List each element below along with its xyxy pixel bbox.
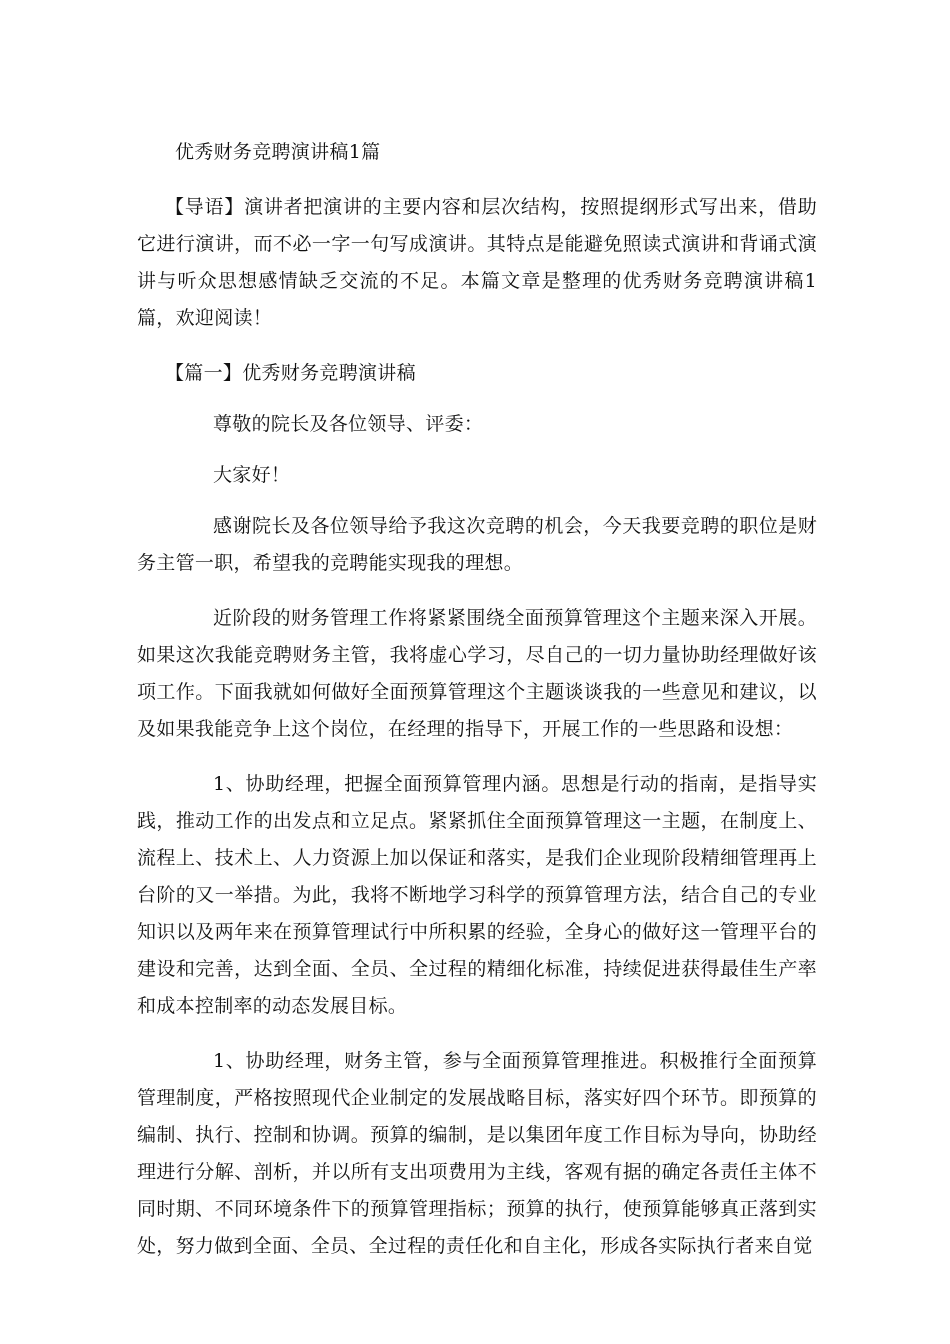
salutation: 尊敬的院长及各位领导、评委： (213, 413, 484, 435)
document-title: 优秀财务竞聘演讲稿1篇 (175, 141, 381, 163)
intro-paragraph: 【导语】演讲者把演讲的主要内容和层次结构，按照提纲形式写出来，借助它进行演讲，而不必一字一句写成演讲。其特点是能避免照读式演讲和背诵式演讲与听众思想感情缺乏交流的不足。本篇文章是整理的优秀财务竞聘演讲稿1篇，欢迎阅读！ (137, 196, 817, 329)
greeting: 大家好！ (213, 464, 291, 486)
body-paragraph-point-2: 1、协助经理，财务主管，参与全面预算管理推进。积极推行全面预算管理制度，严格按照现代企业制定的发展战略目标，落实好四个环节。即预算的编制、执行、控制和协调。预算的编制，是以集团年度工作目标为导向，协助经理进行分解、剖析，并以所有支出项费用为主线，客观有据的确定各责任主体不同时期、不同环境条件下的预算管理指标；预算的执行，使预算能够真正落到实处，努力做到全面、全员、全过程的责任化和自主化，形成各实际执行者来自觉 (137, 1050, 817, 1257)
body-paragraph-point-1: 1、协助经理，把握全面预算管理内涵。思想是行动的指南，是指导实践，推动工作的出发点和立足点。紧紧抓住全面预算管理这一主题，在制度上、流程上、技术上、人力资源上加以保证和落实，是我们企业现阶段精细管理再上台阶的又一举措。为此，我将不断地学习科学的预算管理方法，结合自己的专业知识以及两年来在预算管理试行中所积累的经验，全身心的做好这一管理平台的建设和完善，达到全面、全员、全过程的精细化标准，持续促进获得最佳生产率和成本控制率的动态发展目标。 (137, 773, 817, 1017)
document-page (137, 134, 817, 1265)
body-paragraph-thanks: 感谢院长及各位领导给予我这次竞聘的机会，今天我要竞聘的职位是财务主管一职，希望我的竞聘能实现我的理想。 (137, 515, 817, 574)
section-heading: 【篇一】优秀财务竞聘演讲稿 (165, 362, 416, 384)
body-paragraph-plan: 近阶段的财务管理工作将紧紧围绕全面预算管理这个主题来深入开展。如果这次我能竞聘财务主管，我将虚心学习，尽自己的一切力量协助经理做好该项工作。下面我就如何做好全面预算管理这个主题谈谈我的一些意见和建议，以及如果我能竞争上这个岗位，在经理的指导下，开展工作的一些思路和设想： (137, 607, 817, 740)
